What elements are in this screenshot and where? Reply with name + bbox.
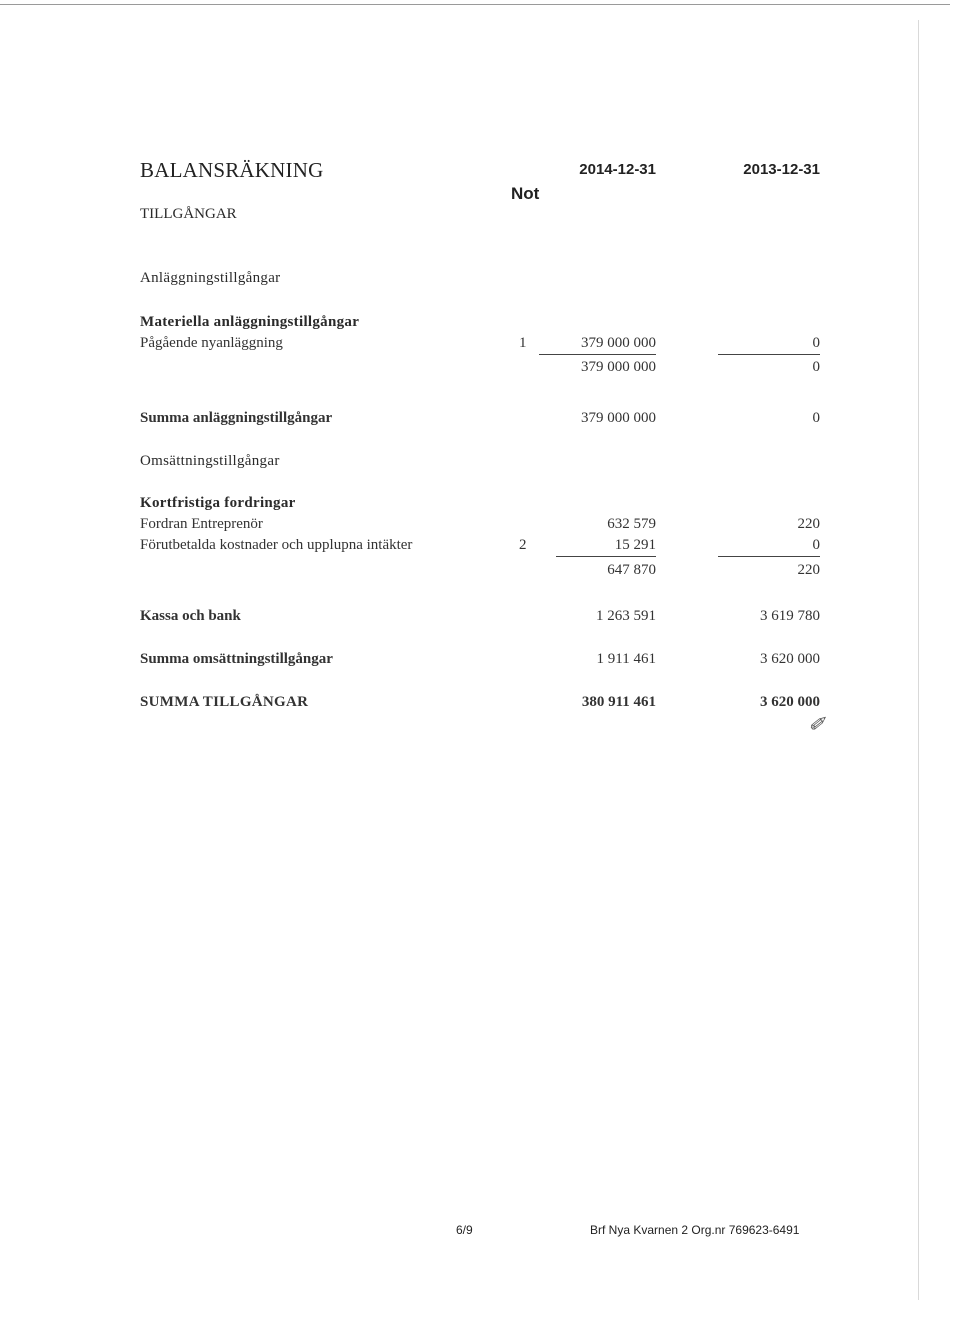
section-title-assets: TILLGÅNGAR <box>140 206 237 222</box>
subtotal-2013-tangible: 0 <box>812 359 820 375</box>
row-value-2014-prepaid-expenses: 15 291 <box>614 537 656 553</box>
heading-current-assets: Omsättningstillgångar <box>140 453 280 469</box>
row-value-2013-construction: 0 <box>812 335 820 351</box>
column-header-2013: 2013-12-31 <box>743 161 820 178</box>
row-label-sum-current-assets: Summa omsättningstillgångar <box>140 651 333 667</box>
underline-2014-construction <box>539 354 656 355</box>
row-label-total-assets: SUMMA TILLGÅNGAR <box>140 694 309 710</box>
subheading-short-term-receivables: Kortfristiga fordringar <box>140 495 296 511</box>
subheading-tangible-assets: Materiella anläggningstillgångar <box>140 314 360 330</box>
footer-organization: Brf Nya Kvarnen 2 Org.nr 769623-6491 <box>590 1223 800 1237</box>
subtotal-2014-tangible: 379 000 000 <box>581 359 656 375</box>
row-value-2013-prepaid-expenses: 0 <box>812 537 820 553</box>
row-label-contractor-receivable: Fordran Entreprenör <box>140 516 263 532</box>
heading-fixed-assets: Anläggningstillgångar <box>140 270 281 286</box>
sum-2014-current-assets: 1 911 461 <box>596 651 656 667</box>
row-label-sum-fixed-assets: Summa anläggningstillgångar <box>140 410 333 426</box>
underline-2013-prepaid <box>718 556 820 557</box>
row-label-cash-and-bank: Kassa och bank <box>140 608 241 624</box>
row-label-prepaid-expenses: Förutbetalda kostnader och upplupna intäkter <box>140 537 413 553</box>
footer-page-number: 6/9 <box>456 1223 473 1237</box>
note-column-header: Not <box>511 184 540 203</box>
row-label-construction: Pågående nyanläggning <box>140 335 283 351</box>
underline-2014-prepaid <box>556 556 656 557</box>
sum-2013-fixed-assets: 0 <box>812 410 820 426</box>
row-value-2013-cash-and-bank: 3 619 780 <box>760 608 820 624</box>
top-border-line <box>0 4 950 5</box>
right-edge-line <box>918 20 919 1300</box>
total-2014-assets: 380 911 461 <box>581 694 656 710</box>
sum-2014-fixed-assets: 379 000 000 <box>581 410 656 426</box>
row-note-construction: 1 <box>519 335 527 351</box>
subtotal-2014-receivables: 647 870 <box>607 562 656 578</box>
row-value-2014-cash-and-bank: 1 263 591 <box>596 608 656 624</box>
row-value-2014-contractor-receivable: 632 579 <box>607 516 656 532</box>
column-header-2014: 2014-12-31 <box>579 161 656 178</box>
subtotal-2013-receivables: 220 <box>797 562 820 578</box>
sum-2013-current-assets: 3 620 000 <box>760 651 820 667</box>
row-value-2014-construction: 379 000 000 <box>581 335 656 351</box>
row-value-2013-contractor-receivable: 220 <box>797 516 820 532</box>
handwritten-initials: ✐ <box>808 714 825 736</box>
total-2013-assets: 3 620 000 <box>760 694 820 710</box>
row-note-prepaid-expenses: 2 <box>519 537 527 553</box>
page-title: BALANSRÄKNING <box>140 158 324 182</box>
underline-2013-construction <box>718 354 820 355</box>
